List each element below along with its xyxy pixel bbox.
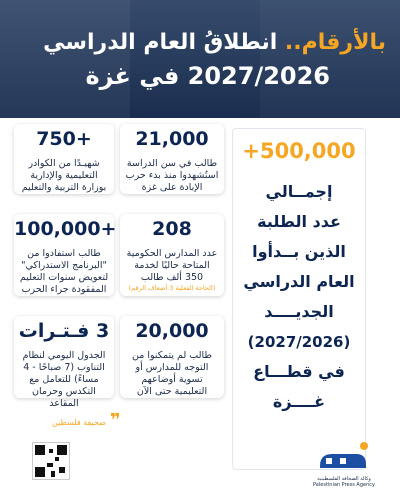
stat-desc: عدد المدارس الحكومية المتاحة حاليًا لخدمة 350 ألف طالب — [126, 248, 218, 283]
stat-card-martyred-students — [120, 124, 224, 194]
safa-logo-icon — [316, 440, 372, 474]
stat-desc: شهيـدًا من الكوادر التعليمية والإدارية بوزارة التربية والتعليم — [21, 158, 107, 193]
header-banner — [0, 0, 400, 118]
main-year: (2027/2026) — [247, 333, 351, 351]
source-label: صحيفة فلسطين — [52, 418, 106, 427]
qr-code[interactable] — [32, 442, 70, 480]
main-text-line: الجديــــد — [264, 302, 334, 321]
main-text-line: إجمــالي — [265, 182, 333, 201]
stat-card-unable-students — [120, 316, 224, 398]
quote-icon: ❞ — [110, 410, 121, 431]
main-text-line: العام الدراسي — [243, 272, 355, 291]
main-text-line: في قطـــاع — [253, 362, 345, 381]
title-main: انطلاقُ العام الدراسي — [43, 30, 278, 55]
stat-desc: طالب استفادوا من "البرنامج الاستدراكي" لتعويض سنوات التعليم المفقودة جراء الحرب — [19, 248, 109, 295]
stat-card-martyred-staff — [14, 124, 114, 194]
main-text-line: عدد الطلبة — [257, 212, 341, 231]
page-title-line2: 2027/2026 في غزة — [85, 62, 330, 90]
logo-subtitle: وكالة الصحافة الفلسطينية Palestinian Press Agency — [313, 476, 375, 488]
stat-number: 750+ — [36, 128, 92, 150]
stat-desc: طالب في سن الدراسة استُشهدوا منذ بدء حرب الإبادة على غزة — [125, 158, 219, 193]
stat-card-schools — [120, 214, 224, 296]
header-overlay — [0, 0, 400, 118]
main-text-line: غــــزة — [272, 392, 326, 411]
stat-desc: طالب لم يتمكنوا من التوجه للمدارس أو تسوية أوضاعهم التعليمية حتى الآن — [132, 350, 212, 397]
main-stat-number: +500,000 — [242, 139, 356, 163]
page-title-line1 — [43, 30, 386, 55]
main-stat-card — [232, 128, 366, 470]
stat-note: (الحاجة الفعلية 3 أضعاف الرقم) — [128, 284, 216, 292]
safa-logo — [316, 440, 372, 474]
stat-number: 100,000+ — [14, 218, 117, 240]
stat-number: 21,000 — [135, 128, 209, 150]
stat-number: 3 فـتـرات — [18, 320, 110, 342]
stat-number: 208 — [152, 218, 192, 240]
main-text-line: الذين بــدأوا — [252, 242, 346, 261]
title-accent: بالأرقام.. — [284, 30, 386, 55]
stat-desc: الجدول اليومي لنظام التناوب (7 صباحًا - 4 مساءً) للتعامل مع التكدس وحرمان المقاعد — [22, 350, 106, 409]
main-stat-text — [239, 177, 359, 417]
stat-card-catchup-program — [14, 214, 117, 296]
stat-number: 20,000 — [135, 320, 209, 342]
stat-card-shifts — [14, 316, 114, 409]
